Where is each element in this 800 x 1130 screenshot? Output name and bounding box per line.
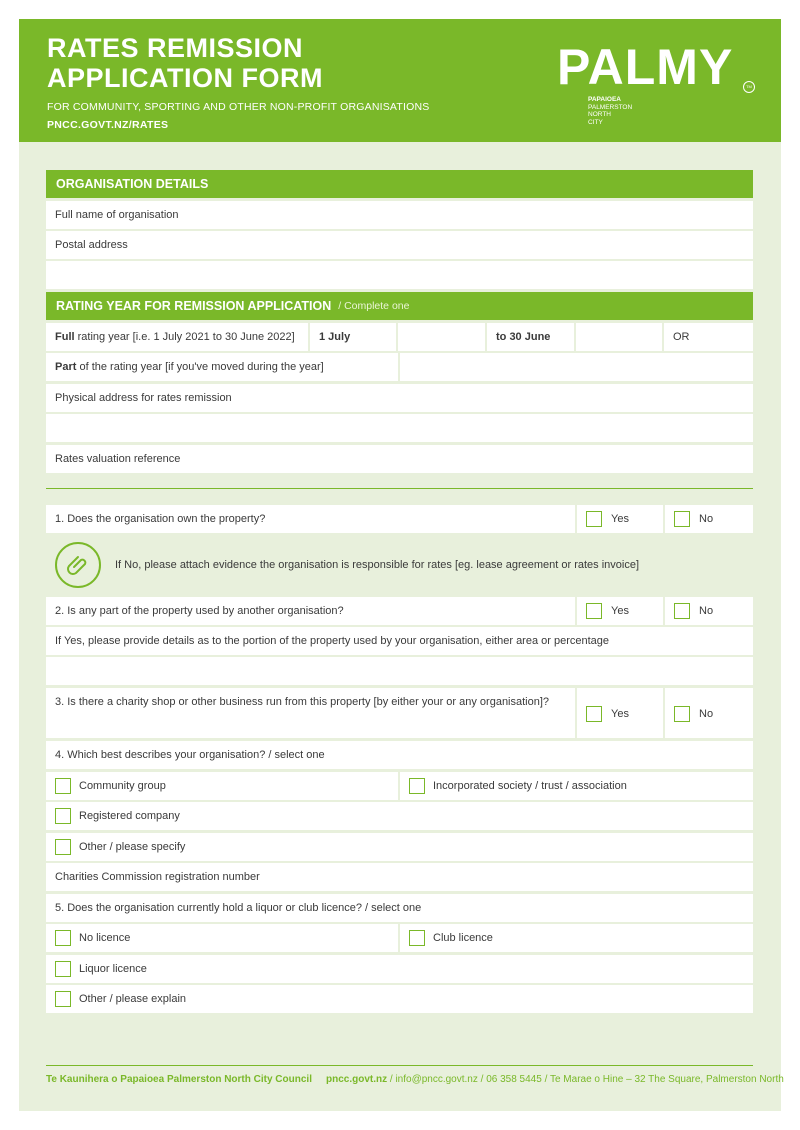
option-liquor-licence[interactable] bbox=[46, 955, 753, 983]
trademark-icon: TM bbox=[743, 81, 755, 93]
from-1-july-label: 1 July bbox=[310, 323, 396, 351]
palmy-logo bbox=[557, 39, 757, 126]
section-heading: ORGANISATION DETAILS bbox=[56, 177, 209, 191]
club-licence-label: Club licence bbox=[433, 932, 493, 944]
registered-company-checkbox[interactable] bbox=[55, 808, 71, 824]
option-other-specify[interactable] bbox=[46, 833, 753, 861]
part-bold: Part bbox=[55, 361, 77, 373]
valuation-reference-field[interactable]: Rates valuation reference bbox=[46, 445, 753, 473]
title-line-2: APPLICATION FORM bbox=[47, 63, 323, 93]
q1-no-option[interactable] bbox=[665, 505, 753, 533]
form-title bbox=[47, 33, 323, 93]
q3-no-option[interactable] bbox=[665, 688, 753, 738]
q3-no-checkbox[interactable] bbox=[674, 706, 690, 722]
option-incorporated-society[interactable] bbox=[400, 772, 753, 800]
form-page bbox=[19, 19, 784, 1111]
incorporated-society-label: Incorporated society / trust / association bbox=[433, 780, 627, 792]
attach-evidence-text: If No, please attach evidence the organisation is responsible for rates [eg. lease agreement or rates invoice] bbox=[115, 559, 640, 571]
logo-sub-line-4: CITY bbox=[588, 118, 603, 126]
attachment-note bbox=[46, 543, 753, 587]
to-30-june-label: to 30 June bbox=[487, 323, 574, 351]
other-explain-checkbox[interactable] bbox=[55, 991, 71, 1007]
liquor-licence-label: Liquor licence bbox=[79, 963, 147, 975]
no-label: No bbox=[699, 605, 714, 617]
to-year-field[interactable] bbox=[576, 323, 662, 351]
footer-website-link[interactable]: pncc.govt.nz bbox=[325, 1074, 388, 1085]
other-explain-label: Other / please explain bbox=[79, 993, 187, 1005]
yes-label: Yes bbox=[611, 708, 629, 720]
q1-no-checkbox[interactable] bbox=[674, 511, 690, 527]
no-licence-label: No licence bbox=[79, 932, 131, 944]
liquor-licence-checkbox[interactable] bbox=[55, 961, 71, 977]
option-registered-company[interactable] bbox=[46, 802, 753, 830]
section-rating-year bbox=[46, 292, 753, 320]
q2-yes-checkbox[interactable] bbox=[586, 603, 602, 619]
full-year-label bbox=[46, 323, 308, 351]
part-year-field[interactable] bbox=[400, 353, 753, 381]
yes-label: Yes bbox=[611, 605, 629, 617]
paperclip-icon bbox=[55, 542, 101, 588]
title-line-1: RATES REMISSION bbox=[47, 33, 304, 63]
footer-divider bbox=[46, 1065, 753, 1066]
option-club-licence[interactable] bbox=[400, 924, 753, 952]
section-note: / Complete one bbox=[338, 300, 410, 312]
rates-url: PNCC.GOVT.NZ/RATES bbox=[47, 119, 169, 131]
charities-registration-field[interactable]: Charities Commission registration number bbox=[46, 863, 753, 891]
section-divider bbox=[46, 488, 753, 489]
part-rest: of the rating year [if you've moved during the year] bbox=[79, 361, 324, 373]
from-year-field[interactable] bbox=[398, 323, 485, 351]
q2-no-checkbox[interactable] bbox=[674, 603, 690, 619]
logo-subtext bbox=[588, 96, 688, 126]
q2-no-option[interactable] bbox=[665, 597, 753, 625]
full-rest: rating year [i.e. 1 July 2021 to 30 June 2022] bbox=[77, 331, 295, 343]
community-group-checkbox[interactable] bbox=[55, 778, 71, 794]
logo-sub-line-1: PAPAIOEA bbox=[588, 96, 621, 103]
physical-address-field[interactable]: Physical address for rates remission bbox=[46, 384, 753, 412]
full-name-field[interactable]: Full name of organisation bbox=[46, 201, 753, 229]
physical-address-field-line-2[interactable] bbox=[46, 414, 753, 442]
postal-address-field-line-2[interactable] bbox=[46, 261, 753, 289]
no-licence-checkbox[interactable] bbox=[55, 930, 71, 946]
option-other-explain[interactable] bbox=[46, 985, 753, 1013]
q2-question: 2. Is any part of the property used by another organisation? bbox=[46, 597, 575, 625]
q3-yes-option[interactable] bbox=[577, 688, 663, 738]
community-group-label: Community group bbox=[79, 780, 166, 792]
logo-sub-line-2: PALMERSTON bbox=[588, 103, 633, 111]
footer-contact-details: / info@pncc.govt.nz / 06 358 5445 / Te Marae o Hine – 32 The Square, Palmerston North bbox=[387, 1074, 784, 1085]
form-subtitle: FOR COMMUNITY, SPORTING AND OTHER NON-PROFIT ORGANISATIONS bbox=[47, 101, 430, 113]
q3-question: 3. Is there a charity shop or other business run from this property [by either your or any organisation]? bbox=[46, 688, 575, 738]
q4-question: 4. Which best describes your organisation? / select one bbox=[46, 741, 753, 769]
other-specify-label: Other / please specify bbox=[79, 841, 186, 853]
registered-company-label: Registered company bbox=[79, 810, 180, 822]
section-organisation-details bbox=[46, 170, 753, 198]
footer bbox=[46, 1074, 784, 1085]
q2-details-field-line-2[interactable] bbox=[46, 657, 753, 685]
q1-yes-option[interactable] bbox=[577, 505, 663, 533]
full-bold: Full bbox=[55, 331, 75, 343]
postal-address-field[interactable]: Postal address bbox=[46, 231, 753, 259]
no-label: No bbox=[699, 708, 714, 720]
q2-yes-option[interactable] bbox=[577, 597, 663, 625]
incorporated-society-checkbox[interactable] bbox=[409, 778, 425, 794]
q1-yes-checkbox[interactable] bbox=[586, 511, 602, 527]
option-no-licence[interactable] bbox=[46, 924, 398, 952]
no-label: No bbox=[699, 513, 714, 525]
header-banner bbox=[19, 19, 781, 142]
q1-question: 1. Does the organisation own the property? bbox=[46, 505, 575, 533]
q2-details-field[interactable]: If Yes, please provide details as to the portion of the property used by your organisation, either area or percentage bbox=[46, 627, 753, 655]
club-licence-checkbox[interactable] bbox=[409, 930, 425, 946]
logo-sub-line-3: NORTH bbox=[588, 111, 611, 118]
or-label: OR bbox=[664, 323, 753, 351]
section-heading: RATING YEAR FOR REMISSION APPLICATION bbox=[56, 299, 332, 313]
part-year-label bbox=[46, 353, 398, 381]
other-specify-checkbox[interactable] bbox=[55, 839, 71, 855]
option-community-group[interactable] bbox=[46, 772, 398, 800]
yes-label: Yes bbox=[611, 513, 629, 525]
footer-council-name: Te Kaunihera o Papaioea Palmerston North City Council bbox=[46, 1074, 312, 1085]
logo-wordmark: PALMY bbox=[557, 39, 734, 95]
q5-question: 5. Does the organisation currently hold a liquor or club licence? / select one bbox=[46, 894, 753, 922]
q3-yes-checkbox[interactable] bbox=[586, 706, 602, 722]
